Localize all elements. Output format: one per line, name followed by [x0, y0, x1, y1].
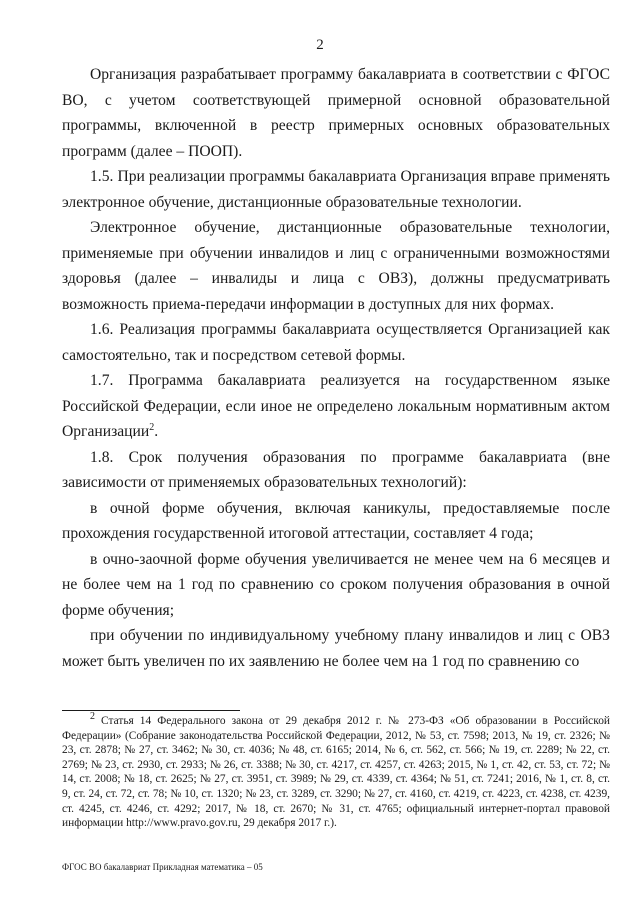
paragraph: в очной форме обучения, включая каникулы, предоставляемые после прохождения государственной итоговой аттестации, составляет 4 года; — [62, 499, 610, 542]
paragraph: 1.5. При реализации программы бакалавриата Организация вправе применять электронное обучение, дистанционные образовательные технологии. — [62, 168, 610, 211]
footnote-marker: 2 — [90, 711, 95, 723]
paragraph-end: . — [154, 423, 159, 440]
document-body — [62, 62, 610, 674]
paragraph-text: 1.7. Программа бакалавриата реализуется на государственном языке Российской Федерации, если иное не определено локальным нормативным актом Организации — [62, 372, 610, 440]
paragraph: Электронное обучение, дистанционные образовательные технологии, применяемые при обучении инвалидов и лиц с ограниченными возможностями здоровья (далее – инвалиды и лица с ОВЗ), должны предусматривать возможность приема-передачи информации в доступных для них формах. — [62, 219, 610, 313]
page-footer: ФГОС ВО бакалавриат Прикладная математика – 05 — [62, 862, 263, 872]
paragraph: Организация разрабатывает программу бакалавриата в соответствии с ФГОС ВО, с учетом соответствующей примерной основной образовательной программы, включенной в реестр примерных основных образовательных программ (далее – ПООП). — [62, 66, 610, 160]
footnote-text: Статья 14 Федерального закона от 29 декабря 2012 г. № 273-ФЗ «Об образовании в Российской Федерации» (Собрание законодательства Российской Федерации, 2012, № 53, ст. 7598; 2013, № 19, ст. 2326; № 23, ст. 2878; № 27, ст. 3462; № 30, ст. 4036; № 48, ст. 6165; 2014, № 6, ст. 562, ст. 566; № 19, ст. 2289; № 22, ст. 2769; № 23, ст. 2930, ст. 2933; № 26, ст. 3388; № 30, ст. 4217, ст. 4257, ст. 4263; 2015, № 1, ст. 42, ст. 53, ст. 72; № 14, ст. 2008; № 18, ст. 2625; № 27, ст. 3951, ст. 3989; № 29, ст. 4339, ст. 4364; № 51, ст. 7241; 2016, № 1, ст. 8, ст. 9, ст. 24, ст. 72, ст. 78; № 10, ст. 1320; № 23, ст. 3289, ст. 3290; № 27, ст. 4160, ст. 4219, ст. 4223, ст. 4238, ст. 4239, ст. 4245, ст. 4246, ст. 4292; 2017, № 18, ст. 2670; № 31, ст. 4765; официальный интернет-портал правовой информации http://www.pravo.gov.ru, 29 декабря 2017 г.). — [62, 715, 610, 830]
paragraph: в очно-заочной форме обучения увеличивается не менее чем на 6 месяцев и не более чем на 1 год по сравнению со сроком получения образования в очной форме обучения; — [62, 550, 610, 619]
paragraph — [62, 368, 610, 445]
paragraph: 1.6. Реализация программы бакалавриата осуществляется Организацией как самостоятельно, так и посредством сетевой формы. — [62, 321, 610, 364]
paragraph: при обучении по индивидуальному учебному плану инвалидов и лиц с ОВЗ может быть увеличен по их заявлению не более чем на 1 год по сравнению со — [62, 627, 610, 670]
footnote — [62, 711, 610, 831]
footnote-divider — [62, 710, 240, 711]
paragraph: 1.8. Срок получения образования по программе бакалавриата (вне зависимости от применяемых образовательных технологий): — [62, 448, 610, 491]
page-number: 2 — [316, 37, 324, 53]
footnote-ref: 2 — [149, 421, 155, 433]
